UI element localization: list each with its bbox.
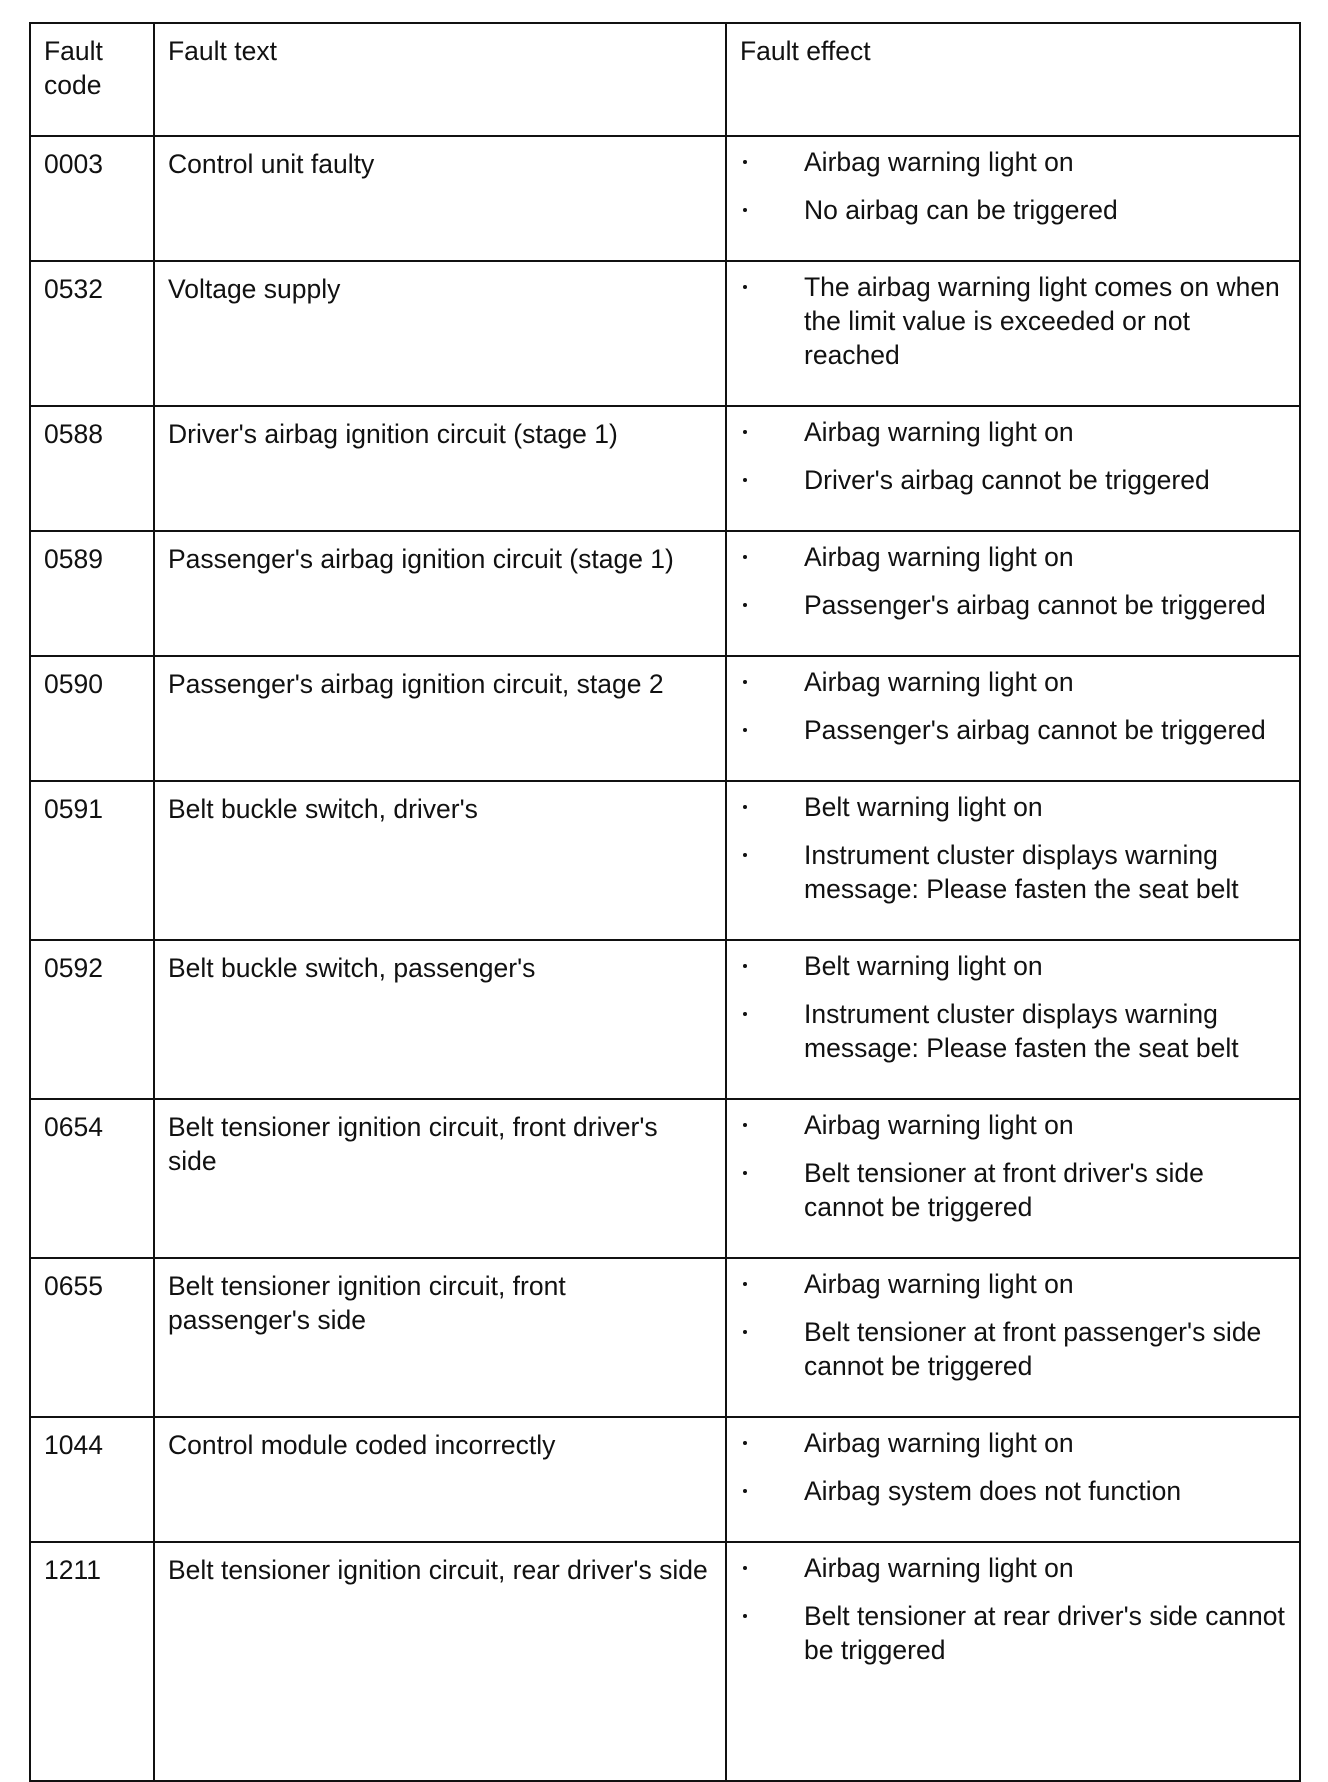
- header-fault-code: Fault code: [30, 23, 154, 136]
- table-row: [30, 136, 1300, 261]
- bullet-icon: [743, 1614, 747, 1618]
- fault-text-cell: Belt buckle switch, passenger's: [154, 940, 726, 1099]
- fault-text-cell: Belt buckle switch, driver's: [154, 781, 726, 940]
- fault-effect-text: Airbag warning light on: [804, 667, 1074, 697]
- fault-effect-text: Airbag warning light on: [804, 1428, 1074, 1458]
- fault-code-cell: 0588: [30, 406, 154, 531]
- fault-effect-cell: [726, 1258, 1300, 1417]
- fault-effect-cell: [726, 940, 1300, 1099]
- fault-effect-list: [739, 145, 1289, 227]
- fault-text-cell: Control unit faulty: [154, 136, 726, 261]
- fault-text-cell: Belt tensioner ignition circuit, rear driver's side: [154, 1542, 726, 1781]
- fault-effect-list: [739, 270, 1289, 372]
- fault-effect-item: [739, 665, 1289, 699]
- fault-effect-item: [739, 1267, 1289, 1301]
- table-row: [30, 656, 1300, 781]
- fault-effect-text: No airbag can be triggered: [804, 195, 1118, 225]
- bullet-icon: [743, 1441, 747, 1445]
- header-fault-effect: Fault effect: [726, 23, 1300, 136]
- bullet-icon: [743, 555, 747, 559]
- fault-effect-item: [739, 193, 1289, 227]
- fault-text-cell: Control module coded incorrectly: [154, 1417, 726, 1542]
- bullet-icon: [743, 853, 747, 857]
- table-header-row: [30, 23, 1300, 136]
- fault-code-cell: 0590: [30, 656, 154, 781]
- table-row: [30, 1417, 1300, 1542]
- fault-effect-cell: [726, 1542, 1300, 1781]
- fault-effect-list: [739, 665, 1289, 747]
- fault-code-cell: 0655: [30, 1258, 154, 1417]
- bullet-icon: [743, 1330, 747, 1334]
- table-row: [30, 531, 1300, 656]
- fault-effect-list: [739, 540, 1289, 622]
- fault-text-cell: Passenger's airbag ignition circuit, stage 2: [154, 656, 726, 781]
- fault-effect-cell: [726, 1099, 1300, 1258]
- bullet-icon: [743, 680, 747, 684]
- bullet-icon: [743, 964, 747, 968]
- fault-effect-list: [739, 1551, 1289, 1667]
- fault-code-cell: 0591: [30, 781, 154, 940]
- fault-effect-item: [739, 145, 1289, 179]
- fault-effect-list: [739, 1267, 1289, 1383]
- fault-effect-item: [739, 997, 1289, 1065]
- fault-effect-item: [739, 838, 1289, 906]
- fault-effect-list: [739, 1108, 1289, 1224]
- fault-code-table: [29, 22, 1301, 1782]
- fault-effect-item: [739, 1315, 1289, 1383]
- bullet-icon: [743, 1566, 747, 1570]
- fault-effect-list: [739, 949, 1289, 1065]
- bullet-icon: [743, 208, 747, 212]
- fault-effect-cell: [726, 656, 1300, 781]
- bullet-icon: [743, 430, 747, 434]
- fault-effect-list: [739, 790, 1289, 906]
- fault-effect-item: [739, 790, 1289, 824]
- fault-effect-cell: [726, 531, 1300, 656]
- fault-code-cell: 1044: [30, 1417, 154, 1542]
- fault-effect-item: [739, 540, 1289, 574]
- bullet-icon: [743, 603, 747, 607]
- fault-effect-item: [739, 713, 1289, 747]
- fault-effect-text: Airbag system does not function: [804, 1476, 1182, 1506]
- fault-effect-list: [739, 415, 1289, 497]
- fault-code-cell: 1211: [30, 1542, 154, 1781]
- bullet-icon: [743, 1171, 747, 1175]
- fault-effect-text: Belt warning light on: [804, 951, 1043, 981]
- fault-effect-item: [739, 1551, 1289, 1585]
- fault-rows: [30, 136, 1300, 1781]
- table-row: [30, 1099, 1300, 1258]
- fault-code-cell: 0654: [30, 1099, 154, 1258]
- fault-effect-text: Airbag warning light on: [804, 542, 1074, 572]
- fault-effect-item: [739, 463, 1289, 497]
- table-row: [30, 1258, 1300, 1417]
- fault-effect-list: [739, 1426, 1289, 1508]
- fault-text-cell: Passenger's airbag ignition circuit (stage 1): [154, 531, 726, 656]
- fault-effect-item: [739, 1474, 1289, 1508]
- fault-effect-item: [739, 949, 1289, 983]
- bullet-icon: [743, 728, 747, 732]
- bullet-icon: [743, 1123, 747, 1127]
- fault-effect-text: Airbag warning light on: [804, 1269, 1074, 1299]
- fault-effect-item: [739, 270, 1289, 372]
- fault-effect-text: Airbag warning light on: [804, 1553, 1074, 1583]
- header-fault-text: Fault text: [154, 23, 726, 136]
- fault-effect-text: Belt warning light on: [804, 792, 1043, 822]
- fault-effect-text: Belt tensioner at rear driver's side cannot be triggered: [804, 1601, 1285, 1665]
- fault-effect-text: Driver's airbag cannot be triggered: [804, 465, 1210, 495]
- bullet-icon: [743, 1489, 747, 1493]
- fault-effect-text: Belt tensioner at front passenger's side cannot be triggered: [804, 1317, 1262, 1381]
- fault-effect-text: Instrument cluster displays warning message: Please fasten the seat belt: [804, 840, 1239, 904]
- fault-effect-item: [739, 1426, 1289, 1460]
- fault-code-cell: 0532: [30, 261, 154, 406]
- fault-effect-item: [739, 1156, 1289, 1224]
- fault-effect-text: Airbag warning light on: [804, 147, 1074, 177]
- fault-code-cell: 0003: [30, 136, 154, 261]
- fault-effect-text: Instrument cluster displays warning message: Please fasten the seat belt: [804, 999, 1239, 1063]
- fault-effect-cell: [726, 781, 1300, 940]
- fault-effect-text: Passenger's airbag cannot be triggered: [804, 590, 1266, 620]
- fault-code-cell: 0589: [30, 531, 154, 656]
- fault-effect-cell: [726, 406, 1300, 531]
- bullet-icon: [743, 478, 747, 482]
- fault-effect-text: Airbag warning light on: [804, 1110, 1074, 1140]
- fault-effect-cell: [726, 1417, 1300, 1542]
- bullet-icon: [743, 1012, 747, 1016]
- table-row: [30, 261, 1300, 406]
- bullet-icon: [743, 805, 747, 809]
- bullet-icon: [743, 285, 747, 289]
- fault-effect-item: [739, 415, 1289, 449]
- bullet-icon: [743, 1282, 747, 1286]
- table-row: [30, 940, 1300, 1099]
- fault-effect-text: Passenger's airbag cannot be triggered: [804, 715, 1266, 745]
- fault-effect-item: [739, 588, 1289, 622]
- fault-text-cell: Voltage supply: [154, 261, 726, 406]
- fault-code-cell: 0592: [30, 940, 154, 1099]
- fault-effect-item: [739, 1599, 1289, 1667]
- fault-effect-text: The airbag warning light comes on when the limit value is exceeded or not reached: [804, 272, 1280, 370]
- table-row: [30, 781, 1300, 940]
- fault-text-cell: Belt tensioner ignition circuit, front passenger's side: [154, 1258, 726, 1417]
- fault-text-cell: Driver's airbag ignition circuit (stage 1): [154, 406, 726, 531]
- fault-effect-cell: [726, 261, 1300, 406]
- fault-effect-text: Airbag warning light on: [804, 417, 1074, 447]
- table-row: [30, 406, 1300, 531]
- table-row: [30, 1542, 1300, 1781]
- fault-effect-text: Belt tensioner at front driver's side cannot be triggered: [804, 1158, 1204, 1222]
- fault-effect-item: [739, 1108, 1289, 1142]
- fault-effect-cell: [726, 136, 1300, 261]
- fault-text-cell: Belt tensioner ignition circuit, front driver's side: [154, 1099, 726, 1258]
- bullet-icon: [743, 160, 747, 164]
